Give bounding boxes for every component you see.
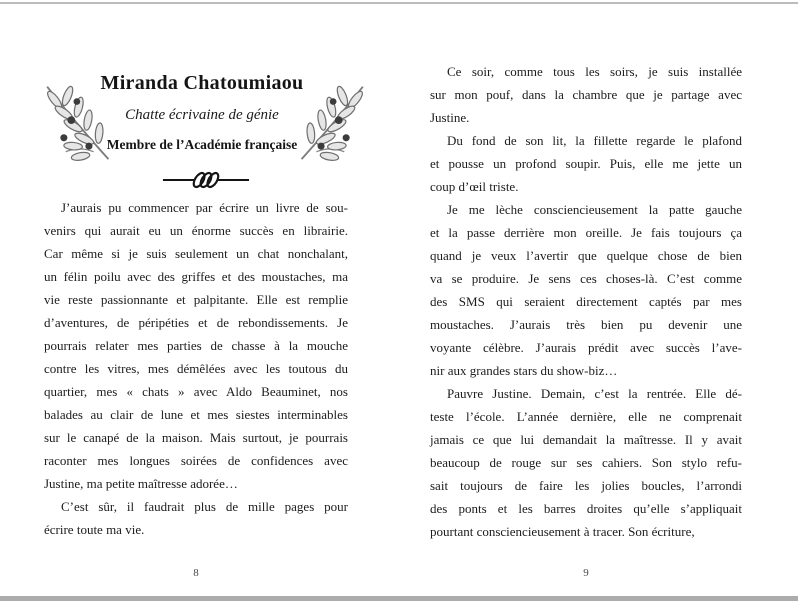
text-line: un félin poilu avec des griffes et des moustaches, ma [44,269,348,284]
text-line: écrire toute ma vie. [44,522,145,537]
left-page-body [44,196,348,541]
text-line: d’aventures, de péripéties et de rebondissements. Je [44,315,348,330]
text-line: sait toujours de faire les jolies boucles, l’arrondi [430,478,742,493]
text-line: contre les vitres, mes démêlées avec les toutous du [44,361,348,376]
paragraph [430,129,742,198]
text-line: quand je veux l’avertir que quelque chose de bien [430,248,742,263]
page-number-right: 9 [583,567,589,579]
text-line: balades au clair de lune et mes siestes interminables [44,407,348,422]
paragraph [430,198,742,382]
text-line: Justine, ma petite maîtresse adorée… [44,476,238,491]
text-line: Justine. [430,110,470,125]
text-line: pourrais relater mes parties de chasse à la mouche [44,338,348,353]
text-line: teste l’école. L’année dernière, elle ne comprenait [430,409,742,424]
text-line: Car même si je suis seulement un chat nonchalant, [44,246,348,261]
left-page [44,0,348,596]
text-line: J’aurais pu commencer par écrire un livre de sou- [61,200,348,215]
paragraph [430,60,742,129]
text-line: voyante célèbre. J’aurais prédit avec succès l’ave- [430,340,742,355]
text-line: des ponts et les barres droites qu’elle s’appliquait [430,501,742,516]
text-line: coup d’œil triste. [430,179,519,194]
text-line: pourtant consciencieusement à tracer. Son écriture, [430,524,695,539]
text-line: Je me lèche consciencieusement la patte gauche [447,202,742,217]
text-line: et pousse un profond soupir. Puis, elle me jette un [430,156,742,171]
author-header [50,72,354,153]
text-line: nir aux grandes stars du show-biz… [430,363,618,378]
page-number-left: 8 [193,567,199,579]
author-membership: Membre de l’Académie française [106,137,298,152]
author-role: Chatte écrivaine de génie [125,107,279,123]
text-line: vie reste passionnante et palpitante. Elle est remplie [44,292,348,307]
text-line: jamais ce que lui demandait la maîtresse. Il y avait [430,432,742,447]
text-line: quartier, mes « chats » avec Aldo Beauminet, nos [44,384,348,399]
text-line: Pauvre Justine. Demain, c’est la rentrée. Elle dé- [447,386,742,401]
window-bottom-edge [0,596,798,601]
right-page [430,0,742,596]
text-line: venirs qui aurait eu un énorme succès en librairie. [44,223,348,238]
squiggle-divider-icon [161,169,251,191]
paragraph [44,495,348,541]
text-line: C’est sûr, il faudrait plus de mille pages pour [61,499,348,514]
paragraph [44,196,348,495]
text-line: des SMS qui seraient directement captés par mes [430,294,742,309]
right-page-body [430,60,742,543]
text-line: beaucoup de rouge sur ses cahiers. Son stylo refu- [430,455,742,470]
text-line: et la passe derrière mon oreille. Je fais toujours ça [430,225,742,240]
author-name: Miranda Chatoumiaou [100,72,304,94]
text-line: va se produire. Je sens ces choses-là. C’est comme [430,271,742,286]
text-line: Du fond de son lit, la fillette regarde le plafond [447,133,742,148]
text-line: sur mon pouf, dans la chambre que je partage avec [430,87,742,102]
text-line: sur le canapé de la maison. Mais surtout, je pourrais [44,430,348,445]
text-line: Ce soir, comme tous les soirs, je suis installée [447,64,742,79]
text-line: moustaches. J’aurais très bien pu devenir une [430,317,742,332]
paragraph [430,382,742,543]
text-line: raconter mes longues soirées de confidences avec [44,453,348,468]
